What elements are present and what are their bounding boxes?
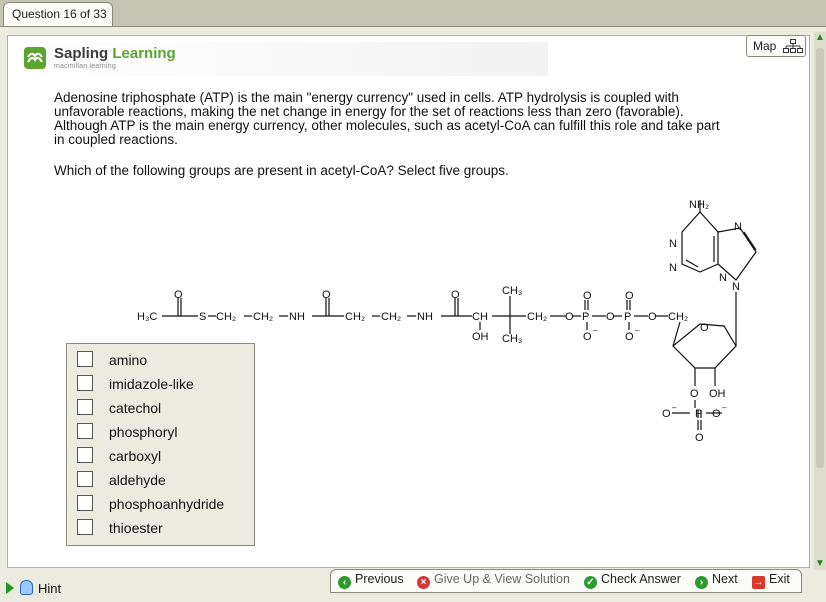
svg-text:O: O xyxy=(690,388,699,400)
svg-text:O: O xyxy=(565,311,574,323)
intro-line: in coupled reactions. xyxy=(54,132,178,147)
arrow-right-icon: › xyxy=(695,576,708,589)
svg-text:CH₃: CH₃ xyxy=(502,333,523,345)
previous-label: Previous xyxy=(355,572,404,586)
checkbox[interactable] xyxy=(77,351,93,367)
intro-line: Although ATP is the main energy currency, other molecules, such as acetyl-CoA can fulfill this role and take part xyxy=(54,118,720,133)
give-up-label: Give Up & View Solution xyxy=(434,572,570,586)
svg-text:O: O xyxy=(625,331,634,343)
hint-label: Hint xyxy=(38,581,62,596)
choice-label: phosphoanhydride xyxy=(109,496,225,512)
checkbox[interactable] xyxy=(77,423,93,439)
choice-label: aldehyde xyxy=(109,472,166,488)
svg-text:O: O xyxy=(322,289,331,301)
svg-text:NH₂: NH₂ xyxy=(689,199,710,211)
choice-label: imidazole-like xyxy=(109,376,194,392)
checkbox[interactable] xyxy=(77,471,93,487)
brand-subtitle: macmillan learning xyxy=(54,63,116,70)
brand-name-part2: Learning xyxy=(112,45,176,62)
next-label: Next xyxy=(712,572,738,586)
expand-triangle-icon xyxy=(6,582,14,594)
checkbox[interactable] xyxy=(77,375,93,391)
svg-text:O: O xyxy=(712,408,721,420)
svg-text:CH₂: CH₂ xyxy=(345,311,366,323)
check-answer-label: Check Answer xyxy=(601,572,681,586)
svg-text:O: O xyxy=(662,408,671,420)
exit-label: Exit xyxy=(769,572,790,586)
map-button-label: Map xyxy=(753,39,777,53)
svg-text:N: N xyxy=(732,281,740,293)
checkbox[interactable] xyxy=(77,519,93,535)
svg-text:N: N xyxy=(669,238,677,250)
svg-text:P: P xyxy=(624,311,632,323)
svg-text:–: – xyxy=(593,326,598,335)
checkbox[interactable] xyxy=(77,495,93,511)
svg-text:NH: NH xyxy=(417,311,433,323)
arrow-left-icon: ‹ xyxy=(338,576,351,589)
svg-text:CH₂: CH₂ xyxy=(216,311,237,323)
cancel-icon: × xyxy=(417,576,430,589)
svg-text:P: P xyxy=(695,408,703,420)
svg-text:OH: OH xyxy=(472,331,489,343)
svg-text:CH₃: CH₃ xyxy=(502,285,523,297)
choice-label: catechol xyxy=(109,400,162,416)
svg-text:O: O xyxy=(695,432,704,444)
checkbox[interactable] xyxy=(77,399,93,415)
choice-label: carboxyl xyxy=(109,448,162,464)
svg-text:N: N xyxy=(734,221,742,233)
svg-text:O: O xyxy=(648,311,657,323)
give-up-button[interactable] xyxy=(417,572,570,589)
choice-label: amino xyxy=(109,352,148,368)
svg-text:O: O xyxy=(174,289,183,301)
svg-text:OH: OH xyxy=(709,388,726,400)
lightbulb-icon xyxy=(20,580,33,595)
svg-text:–: – xyxy=(672,403,677,412)
question-tab[interactable]: Question 16 of 33 xyxy=(3,2,113,26)
scroll-up-icon[interactable]: ▲ xyxy=(815,32,825,43)
svg-text:NH: NH xyxy=(289,311,305,323)
scroll-down-icon[interactable]: ▼ xyxy=(815,558,825,569)
choice-label: thioester xyxy=(109,520,163,536)
intro-line: unfavorable reactions, making the net change in energy for the set of reactions less than zero (favorable). xyxy=(54,104,684,119)
svg-text:P: P xyxy=(582,311,590,323)
svg-text:–: – xyxy=(635,326,640,335)
svg-text:H₃C: H₃C xyxy=(137,311,158,323)
exit-icon: → xyxy=(753,577,764,588)
svg-text:O: O xyxy=(451,289,460,301)
intro-line: Adenosine triphosphate (ATP) is the main "energy currency" used in cells. ATP hydrolysis is coupled with xyxy=(54,90,679,105)
check-answer-button[interactable] xyxy=(584,572,681,589)
svg-text:CH₂: CH₂ xyxy=(381,311,402,323)
next-button[interactable] xyxy=(695,572,738,589)
svg-text:O: O xyxy=(700,322,709,334)
question-text: Which of the following groups are present in acetyl-CoA? Select five groups. xyxy=(54,163,509,178)
brand-name-part1: Sapling xyxy=(54,45,109,62)
svg-text:O: O xyxy=(583,290,592,302)
svg-text:CH₂: CH₂ xyxy=(253,311,274,323)
svg-text:O: O xyxy=(606,311,615,323)
choice-label: phosphoryl xyxy=(109,424,178,440)
choices-box xyxy=(66,343,255,546)
svg-text:O: O xyxy=(625,290,634,302)
svg-text:CH₂: CH₂ xyxy=(527,311,548,323)
exit-button[interactable] xyxy=(752,572,790,589)
checkbox[interactable] xyxy=(77,447,93,463)
svg-text:CH: CH xyxy=(472,311,488,323)
svg-text:S: S xyxy=(199,311,207,323)
svg-text:O: O xyxy=(583,331,592,343)
svg-text:CH₂: CH₂ xyxy=(668,311,689,323)
svg-text:N: N xyxy=(669,262,677,274)
svg-text:N: N xyxy=(719,272,727,284)
svg-text:–: – xyxy=(722,403,727,412)
previous-button[interactable] xyxy=(338,572,404,589)
checkmark-icon: ✓ xyxy=(584,576,597,589)
